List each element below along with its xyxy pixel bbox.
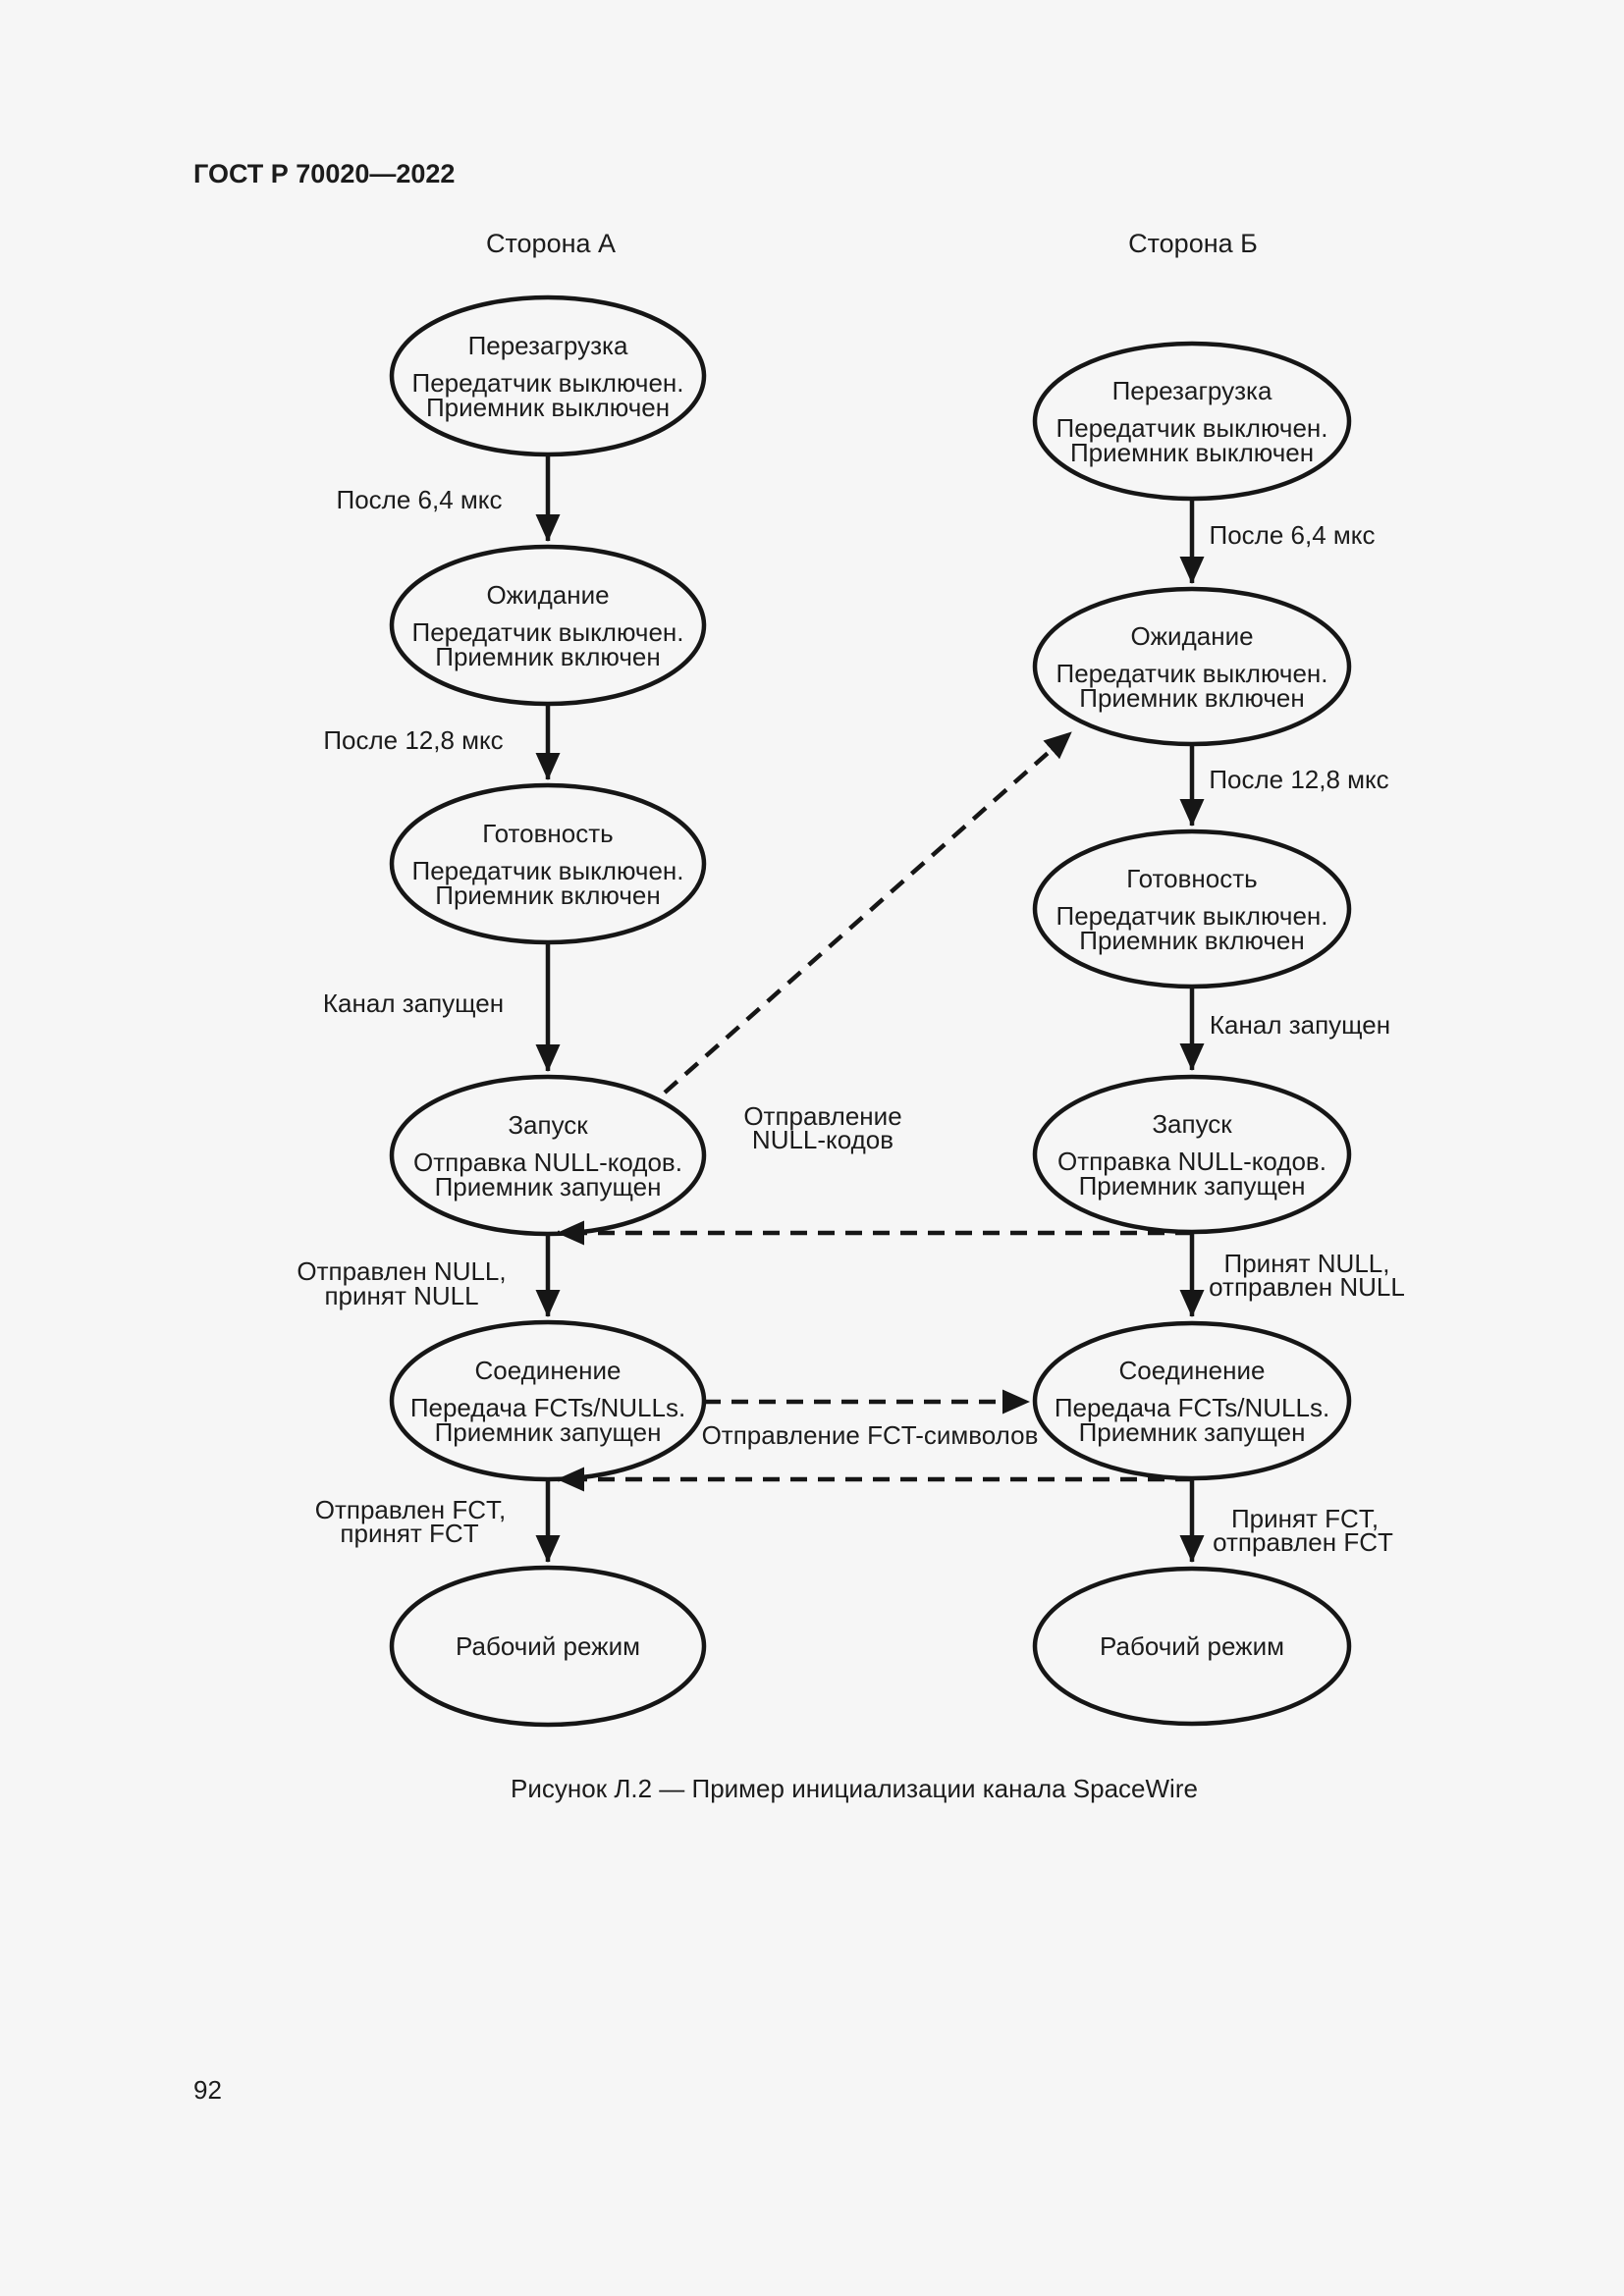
label-b-after-6-4-us: После 6,4 мкс bbox=[1209, 520, 1376, 550]
page-number: 92 bbox=[193, 2075, 222, 2105]
state-detail-1: Передатчик выключен. bbox=[1056, 659, 1328, 688]
label-line-1: Отправлен NULL, bbox=[297, 1256, 507, 1286]
label-line-1: Принят FCT, bbox=[1230, 1504, 1380, 1533]
state-b-connecting bbox=[1035, 1323, 1349, 1478]
state-name: Ожидание bbox=[486, 580, 610, 610]
state-detail-2: Приемник запущен bbox=[1078, 1171, 1306, 1201]
label-a-fct-exchange bbox=[315, 1495, 506, 1548]
state-detail-2: Приемник запущен bbox=[434, 1172, 662, 1201]
state-detail-1: Отправка NULL-кодов. bbox=[1057, 1147, 1326, 1176]
state-detail-1: Передача FCTs/NULLs. bbox=[1054, 1393, 1330, 1422]
label-b-after-12-8-us: После 12,8 мкс bbox=[1209, 765, 1389, 794]
state-name: Рабочий режим bbox=[456, 1631, 640, 1661]
state-detail-2: Приемник включен bbox=[1079, 683, 1305, 713]
state-name: Готовность bbox=[1126, 864, 1258, 893]
state-detail-2: Приемник включен bbox=[1079, 926, 1305, 955]
state-b-started bbox=[1035, 1077, 1349, 1232]
figure-caption: Рисунок Л.2 — Пример инициализации канала SpaceWire bbox=[511, 1774, 1198, 1803]
state-detail-1: Передатчик выключен. bbox=[411, 368, 684, 398]
state-name: Запуск bbox=[1152, 1109, 1232, 1139]
state-name: Соединение bbox=[474, 1356, 622, 1385]
state-a-reset bbox=[392, 297, 704, 454]
state-b-wait bbox=[1035, 589, 1349, 744]
label-line-2: отправлен FCT bbox=[1213, 1527, 1393, 1557]
state-b-ready bbox=[1035, 831, 1349, 987]
state-detail-2: Приемник запущен bbox=[434, 1417, 662, 1447]
state-b-run bbox=[1035, 1569, 1349, 1724]
side-b-title: Сторона Б bbox=[1128, 229, 1258, 258]
label-line-1: Отправлен FCT, bbox=[314, 1495, 507, 1524]
state-a-connecting bbox=[392, 1322, 704, 1479]
state-detail-1: Передатчик выключен. bbox=[411, 617, 684, 647]
label-line-2: NULL-кодов bbox=[751, 1125, 894, 1154]
state-detail-2: Приемник запущен bbox=[1078, 1417, 1306, 1447]
state-name: Ожидание bbox=[1130, 621, 1254, 651]
state-detail-2: Приемник включен bbox=[435, 642, 661, 671]
label-line-1: Принят NULL, bbox=[1223, 1249, 1390, 1278]
state-b-reset bbox=[1035, 344, 1349, 499]
state-detail-1: Передача FCTs/NULLs. bbox=[409, 1393, 686, 1422]
state-name: Соединение bbox=[1118, 1356, 1266, 1385]
label-line-2: принят NULL bbox=[324, 1281, 479, 1310]
state-detail-1: Передатчик выключен. bbox=[1056, 413, 1328, 443]
state-detail-2: Приемник выключен bbox=[425, 393, 671, 422]
state-name: Рабочий режим bbox=[1100, 1631, 1284, 1661]
state-name: Готовность bbox=[482, 819, 614, 848]
state-a-wait bbox=[392, 547, 704, 704]
state-detail-1: Отправка NULL-кодов. bbox=[413, 1148, 682, 1177]
state-name: Запуск bbox=[508, 1110, 588, 1140]
state-detail-2: Приемник выключен bbox=[1069, 438, 1315, 467]
label-a-link-started: Канал запущен bbox=[322, 988, 505, 1018]
state-detail-2: Приемник включен bbox=[435, 881, 661, 910]
label-fct-symbols-message: Отправление FCT-символов bbox=[701, 1420, 1039, 1450]
label-a-null-exchange bbox=[297, 1256, 506, 1310]
label-line-2: принят FCT bbox=[340, 1519, 479, 1548]
label-null-codes-message bbox=[743, 1101, 901, 1154]
state-a-started bbox=[392, 1077, 704, 1234]
state-a-run bbox=[392, 1568, 704, 1725]
label-a-after-6-4-us: После 6,4 мкс bbox=[336, 485, 503, 514]
label-b-null-exchange bbox=[1209, 1249, 1405, 1302]
side-a-title: Сторона А bbox=[485, 229, 617, 258]
label-b-link-started: Канал запущен bbox=[1209, 1010, 1391, 1040]
state-name: Перезагрузка bbox=[1111, 376, 1272, 405]
document-number: ГОСТ Р 70020—2022 bbox=[193, 159, 456, 188]
dashed-arrow-null-codes-a-to-b bbox=[665, 732, 1071, 1093]
state-detail-1: Передатчик выключен. bbox=[1056, 901, 1328, 931]
label-a-after-12-8-us: После 12,8 мкс bbox=[323, 725, 504, 755]
state-detail-1: Передатчик выключен. bbox=[411, 856, 684, 885]
label-line-1: Отправление bbox=[743, 1101, 902, 1131]
label-line-2: отправлен NULL bbox=[1209, 1272, 1405, 1302]
label-b-fct-exchange bbox=[1213, 1504, 1393, 1557]
state-name: Перезагрузка bbox=[467, 331, 628, 360]
state-a-ready bbox=[392, 785, 704, 942]
